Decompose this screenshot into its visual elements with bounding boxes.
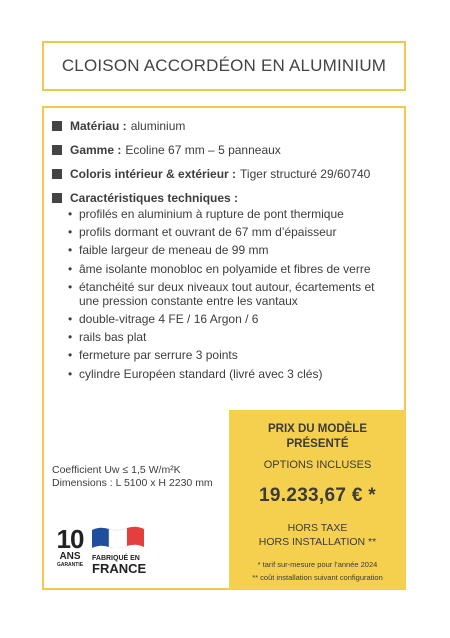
square-bullet-icon xyxy=(52,145,62,155)
list-item: • double-vitrage 4 FE / 16 Argon / 6 xyxy=(68,312,388,326)
features-heading-row xyxy=(52,191,242,205)
guarantee-unit: ANS xyxy=(59,551,81,562)
features-list xyxy=(68,207,388,385)
list-item: • profilés en aluminium à rupture de pont thermique xyxy=(68,207,388,221)
spec-label: Gamme : xyxy=(70,143,122,157)
list-item: • rails bas plat xyxy=(68,330,388,344)
options-included: OPTIONS INCLUSES xyxy=(263,459,372,471)
guarantee-label: GARANTIE xyxy=(56,562,84,568)
page-title: CLOISON ACCORDÉON EN ALUMINIUM xyxy=(61,56,387,75)
installation-label: HORS INSTALLATION ** xyxy=(258,536,377,548)
price-heading-line1: PRIX DU MODÈLE xyxy=(267,423,368,435)
spec-range xyxy=(52,143,281,157)
price-box xyxy=(229,410,406,590)
spec-value: Tiger structuré 29/60740 xyxy=(240,167,371,181)
made-in-label: FABRIQUÉ EN xyxy=(92,555,140,562)
dimensions-text: Dimensions : L 5100 x H 2230 mm xyxy=(52,477,213,489)
tax-label: HORS TAXE xyxy=(287,522,348,534)
guarantee-number: 10 xyxy=(56,524,84,554)
list-item: • fermeture par serrure 3 points xyxy=(68,348,388,362)
features-heading: Caractéristiques techniques : xyxy=(70,191,239,205)
guarantee-badge xyxy=(50,524,90,575)
list-item: • étanchéité sur deux niveaux tout autour, écartements et une pression constante entre les vantaux xyxy=(68,280,388,308)
spec-value: aluminium xyxy=(130,119,186,133)
spec-label: Coloris intérieur & extérieur : xyxy=(70,167,237,181)
list-item: • cylindre Européen standard (livré avec 3 clés) xyxy=(68,367,388,381)
square-bullet-icon xyxy=(52,169,62,179)
country-label: FRANCE xyxy=(92,561,147,576)
french-flag-icon xyxy=(92,526,144,548)
spec-colors xyxy=(52,167,370,181)
made-in-france-badge xyxy=(92,526,148,576)
price-heading xyxy=(229,422,406,452)
coefficient-text: Coefficient Uw ≤ 1,5 W/m²K xyxy=(52,464,181,476)
list-item: • faible largeur de meneau de 99 mm xyxy=(68,243,388,257)
price-heading-line2: PRÉSENTÉ xyxy=(286,438,349,450)
price-notes xyxy=(229,558,406,584)
tax-info xyxy=(229,521,406,549)
price-value: 19.233,67 € * xyxy=(259,485,376,506)
spec-value: Ecoline 67 mm – 5 panneaux xyxy=(125,143,281,157)
spec-material xyxy=(52,119,185,133)
square-bullet-icon xyxy=(52,121,62,131)
technical-figures xyxy=(52,464,213,490)
note-tariff: * tarif sur-mesure pour l’année 2024 xyxy=(257,560,378,569)
list-item: • profils dormant et ouvrant de 67 mm d’épaisseur xyxy=(68,225,388,239)
list-item: • âme isolante monobloc en polyamide et fibres de verre xyxy=(68,262,388,276)
square-bullet-icon xyxy=(52,193,62,203)
title-frame xyxy=(42,41,406,91)
note-installation: ** coût installation suivant configuration xyxy=(252,573,383,582)
spec-label: Matériau : xyxy=(70,119,127,133)
